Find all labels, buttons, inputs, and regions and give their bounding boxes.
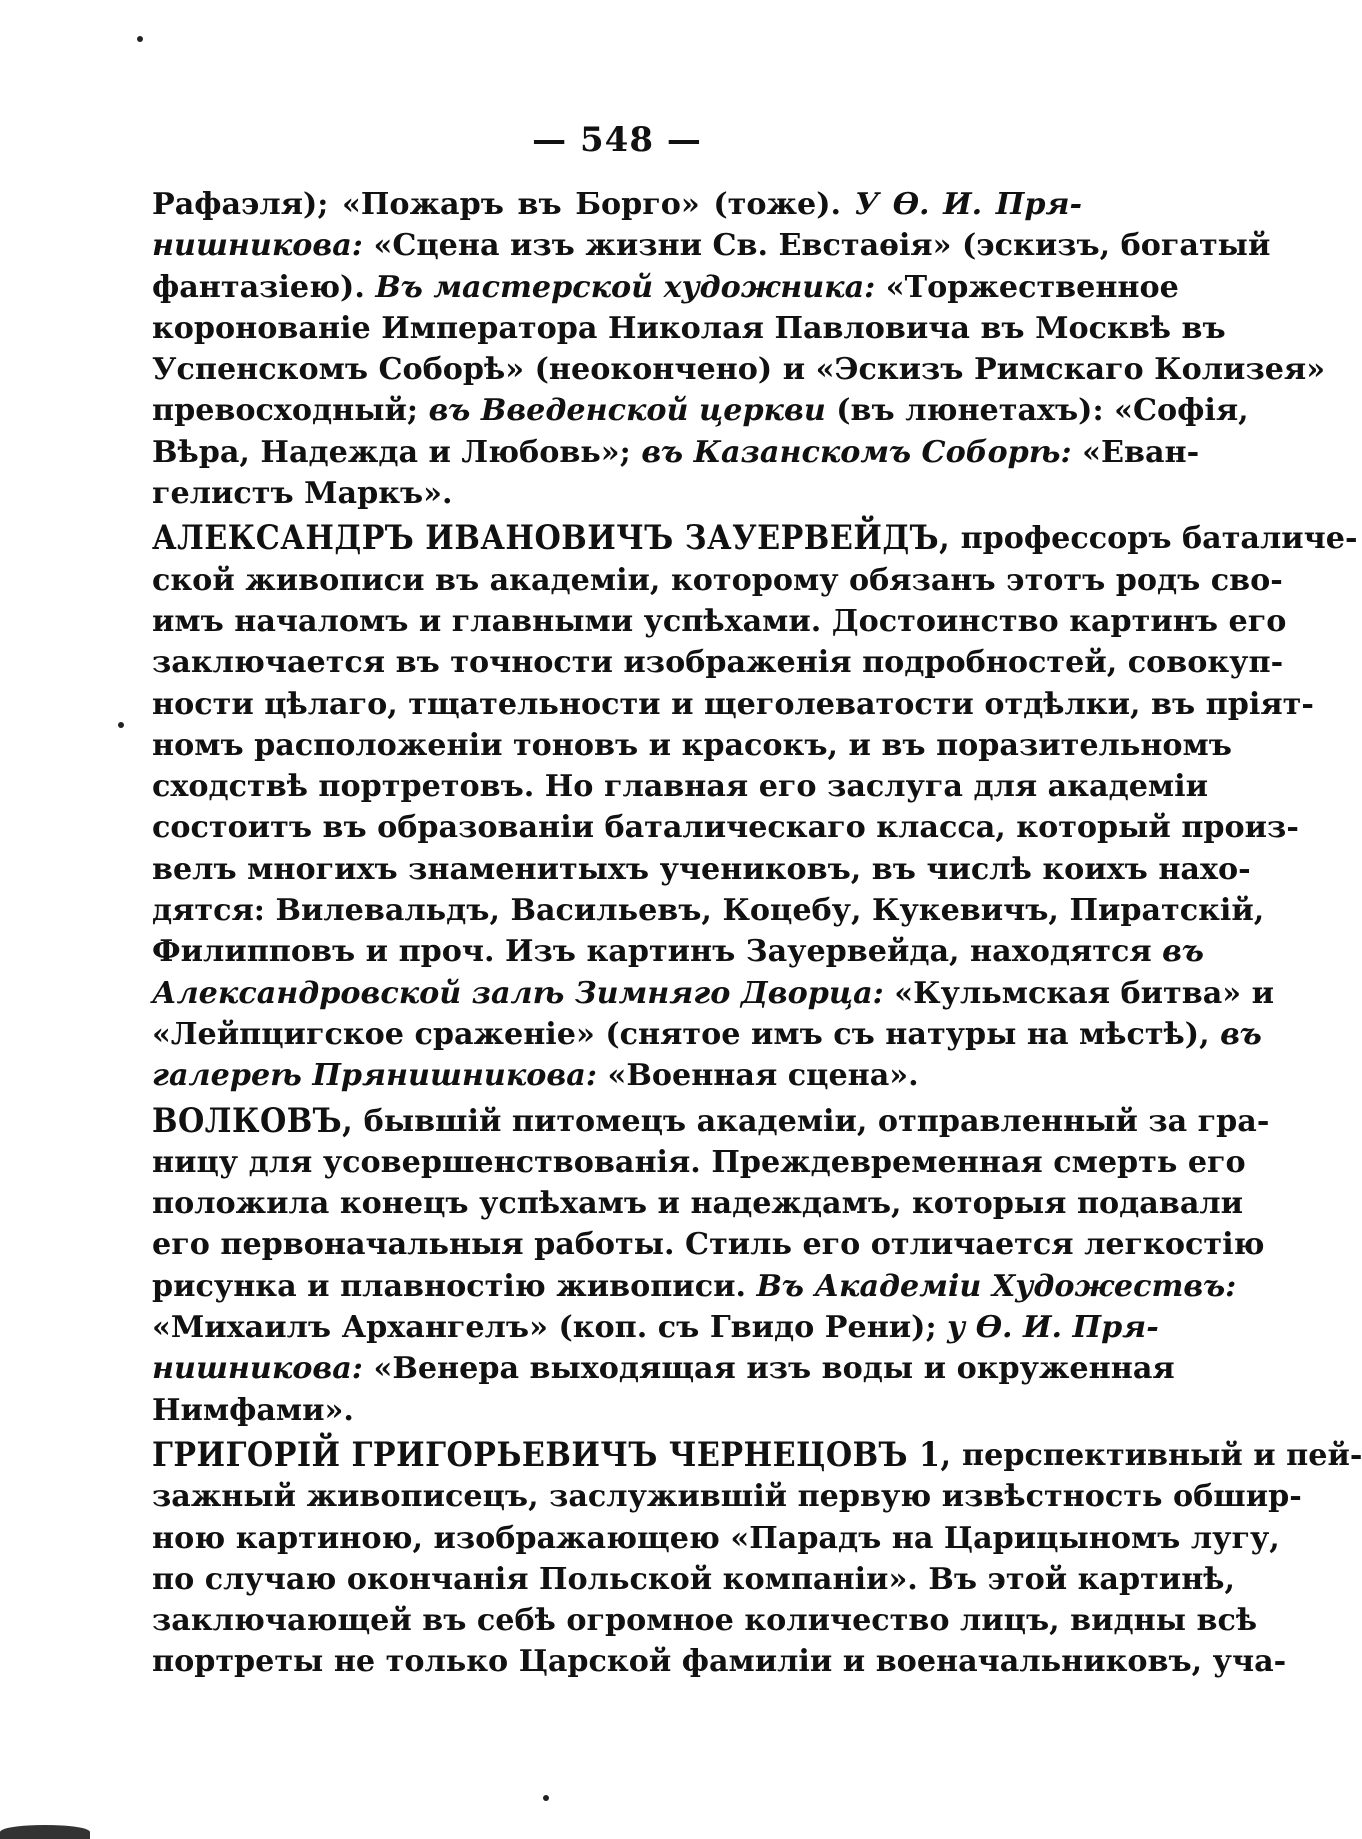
text-run: ской живописи въ академіи, которому обязанъ этотъ родъ сво- [152,562,1283,598]
text-run: Филипповъ и проч. Изъ картинъ Зауервейда, находятся [152,934,1163,970]
text-run: заключается въ точности изображенія подробностей, совокуп- [152,645,1284,681]
text-run: зажный живописецъ, заслужившій первую извѣстность обшир- [152,1479,1302,1515]
italic-text: въ [1162,934,1204,970]
text-run: рисунка и плавностію живописи. [152,1268,757,1304]
text-run: «Кульмская битва» и [883,975,1275,1011]
italic-text: галереѣ Прянишникова: [152,1058,597,1094]
text-run: номъ расположеніи тоновъ и красокъ, и въ поразительномъ [152,727,1232,763]
italic-text: у Ѳ. И. Пря- [947,1310,1159,1346]
text-line [152,642,1284,683]
text-line [152,225,1271,266]
text-run: заключающей въ себѣ огромное количество лицъ, видны всѣ [152,1603,1258,1639]
text-line [152,1559,1236,1600]
page-edge-smudge [0,1825,90,1839]
text-line [152,1055,1082,1096]
text-run: «Лейпцигское сраженіе» (снятое имъ съ натуры на мѣстѣ), [152,1016,1221,1052]
text-line [152,432,1200,473]
text-line [152,1183,1244,1224]
text-run: коронованіе Императора Николая Павловича въ Москвѣ въ [152,310,1226,346]
text-run: ницу для усовершенствованія. Преждевременная смерть его [152,1144,1246,1180]
text-run: Рафаэля); «Пожаръ въ Борго» (тоже). [152,187,855,222]
italic-text: нишникова: [152,1351,363,1387]
entry-name: ГРИГОРІЙ ГРИГОРЬЕВИЧЪ ЧЕРНЕЦОВЪ 1, [152,1435,952,1475]
text-line [152,349,1326,390]
text-run: «Сцена изъ жизни Св. Евстаѳія» (эскизъ, богатый [362,228,1271,264]
italic-text: Въ мастерской художника: [375,269,876,305]
text-line [152,725,1232,766]
text-line [152,807,1299,848]
text-line [152,1435,1362,1476]
paragraph [152,184,1326,514]
text-line [152,931,1204,972]
body-text [152,180,1362,1683]
italic-text: У Ѳ. И. Пря- [854,187,1082,222]
speck [543,1795,549,1801]
text-run: фантазіею). [152,269,376,305]
text-run: портреты не только Царской фамиліи и военачальниковъ, уча- [152,1644,1287,1680]
text-line [152,1518,1280,1559]
text-line [152,308,1226,349]
entry-name: ВОЛКОВЪ, [152,1101,354,1141]
italic-text: въ Казанскомъ Соборѣ: [641,434,1072,470]
text-line [152,1224,1265,1265]
italic-text: въ [1220,1016,1262,1052]
italic-text: Александровской залѣ Зимняго Дворца: [152,975,884,1011]
text-run: превосходный; [152,393,429,429]
text-run: «Военная сцена». [596,1058,919,1094]
text-run: сходствѣ портретовъ. Но главная его заслуга для академіи [152,769,1209,805]
text-line [152,1266,1237,1307]
text-line [152,560,1283,601]
text-run: положила конецъ успѣхамъ и надеждамъ, которыя подавали [152,1186,1244,1222]
speck [118,722,124,728]
text-line [152,1014,1262,1055]
text-line [152,1101,1270,1142]
text-line [152,890,1265,931]
text-run: гелистъ Маркъ». [152,476,453,512]
text-line [152,390,1249,431]
page-number: — 548 — [532,120,702,160]
text-run: бывшій питомецъ академіи, отправленный за гра- [353,1103,1270,1139]
text-line [152,1348,1175,1389]
italic-text: нишникова: [152,228,363,264]
text-line [152,684,1314,725]
text-line [152,766,1209,807]
text-run: перспективный и пей- [951,1437,1362,1473]
italic-text: Въ Академіи Художествъ: [756,1268,1237,1304]
text-run: имъ началомъ и главными успѣхами. Достоинство картинъ его [152,603,1287,639]
text-line [152,1600,1258,1641]
text-run: «Еван- [1071,434,1200,470]
speck [137,36,143,42]
text-run: по случаю окончанія Польской компаніи». Въ этой картинѣ, [152,1561,1236,1597]
text-run: Вѣра, Надежда и Любовь»; [152,434,642,470]
text-line [152,1476,1302,1517]
text-run: профессоръ баталиче- [950,521,1358,557]
text-run: «Торжественное [875,269,1179,305]
text-run: ности цѣлаго, тщательности и щеголеватости отдѣлки, въ пріят- [152,686,1314,722]
text-run: ною картиною, изображающею «Парадъ на Царицыномъ лугу, [152,1520,1280,1556]
paragraph [152,1435,1362,1683]
text-run: его первоначальныя работы. Стиль его отличается легкостію [152,1227,1265,1263]
text-run: «Венера выходящая изъ воды и окруженная [362,1351,1175,1387]
text-line [152,1142,1246,1183]
text-line [152,518,1358,559]
text-line [152,849,1251,890]
text-run: «Михаилъ Архангелъ» (коп. съ Гвидо Рени); [152,1310,948,1346]
italic-text: въ Введенской церкви [428,393,826,429]
text-run: велъ многихъ знаменитыхъ учениковъ, въ числѣ коихъ нахо- [152,851,1251,887]
text-run: Успенскомъ Соборѣ» (неокончено) и «Эскизъ Римскаго Колизея» [152,352,1326,388]
text-line [152,601,1287,642]
text-line [152,1390,1082,1431]
book-page [152,0,1362,1839]
text-line [152,184,1082,225]
text-run: дятся: Вилевальдъ, Васильевъ, Коцебу, Кукевичъ, Пиратскій, [152,893,1265,929]
text-line [152,267,1179,308]
paragraph [152,518,1358,1096]
text-line [152,1307,1159,1348]
text-line [152,473,1082,514]
text-run: Нимфами». [152,1392,354,1428]
text-line [152,973,1275,1014]
text-line [152,1641,1287,1682]
text-run: (въ люнетахъ): «Софія, [825,393,1249,429]
entry-name: АЛЕКСАНДРЪ ИВАНОВИЧЪ ЗАУЕРВЕЙДЪ, [152,519,951,559]
paragraph [152,1101,1270,1431]
text-run: состоитъ въ образованіи баталическаго класса, который произ- [152,810,1299,846]
